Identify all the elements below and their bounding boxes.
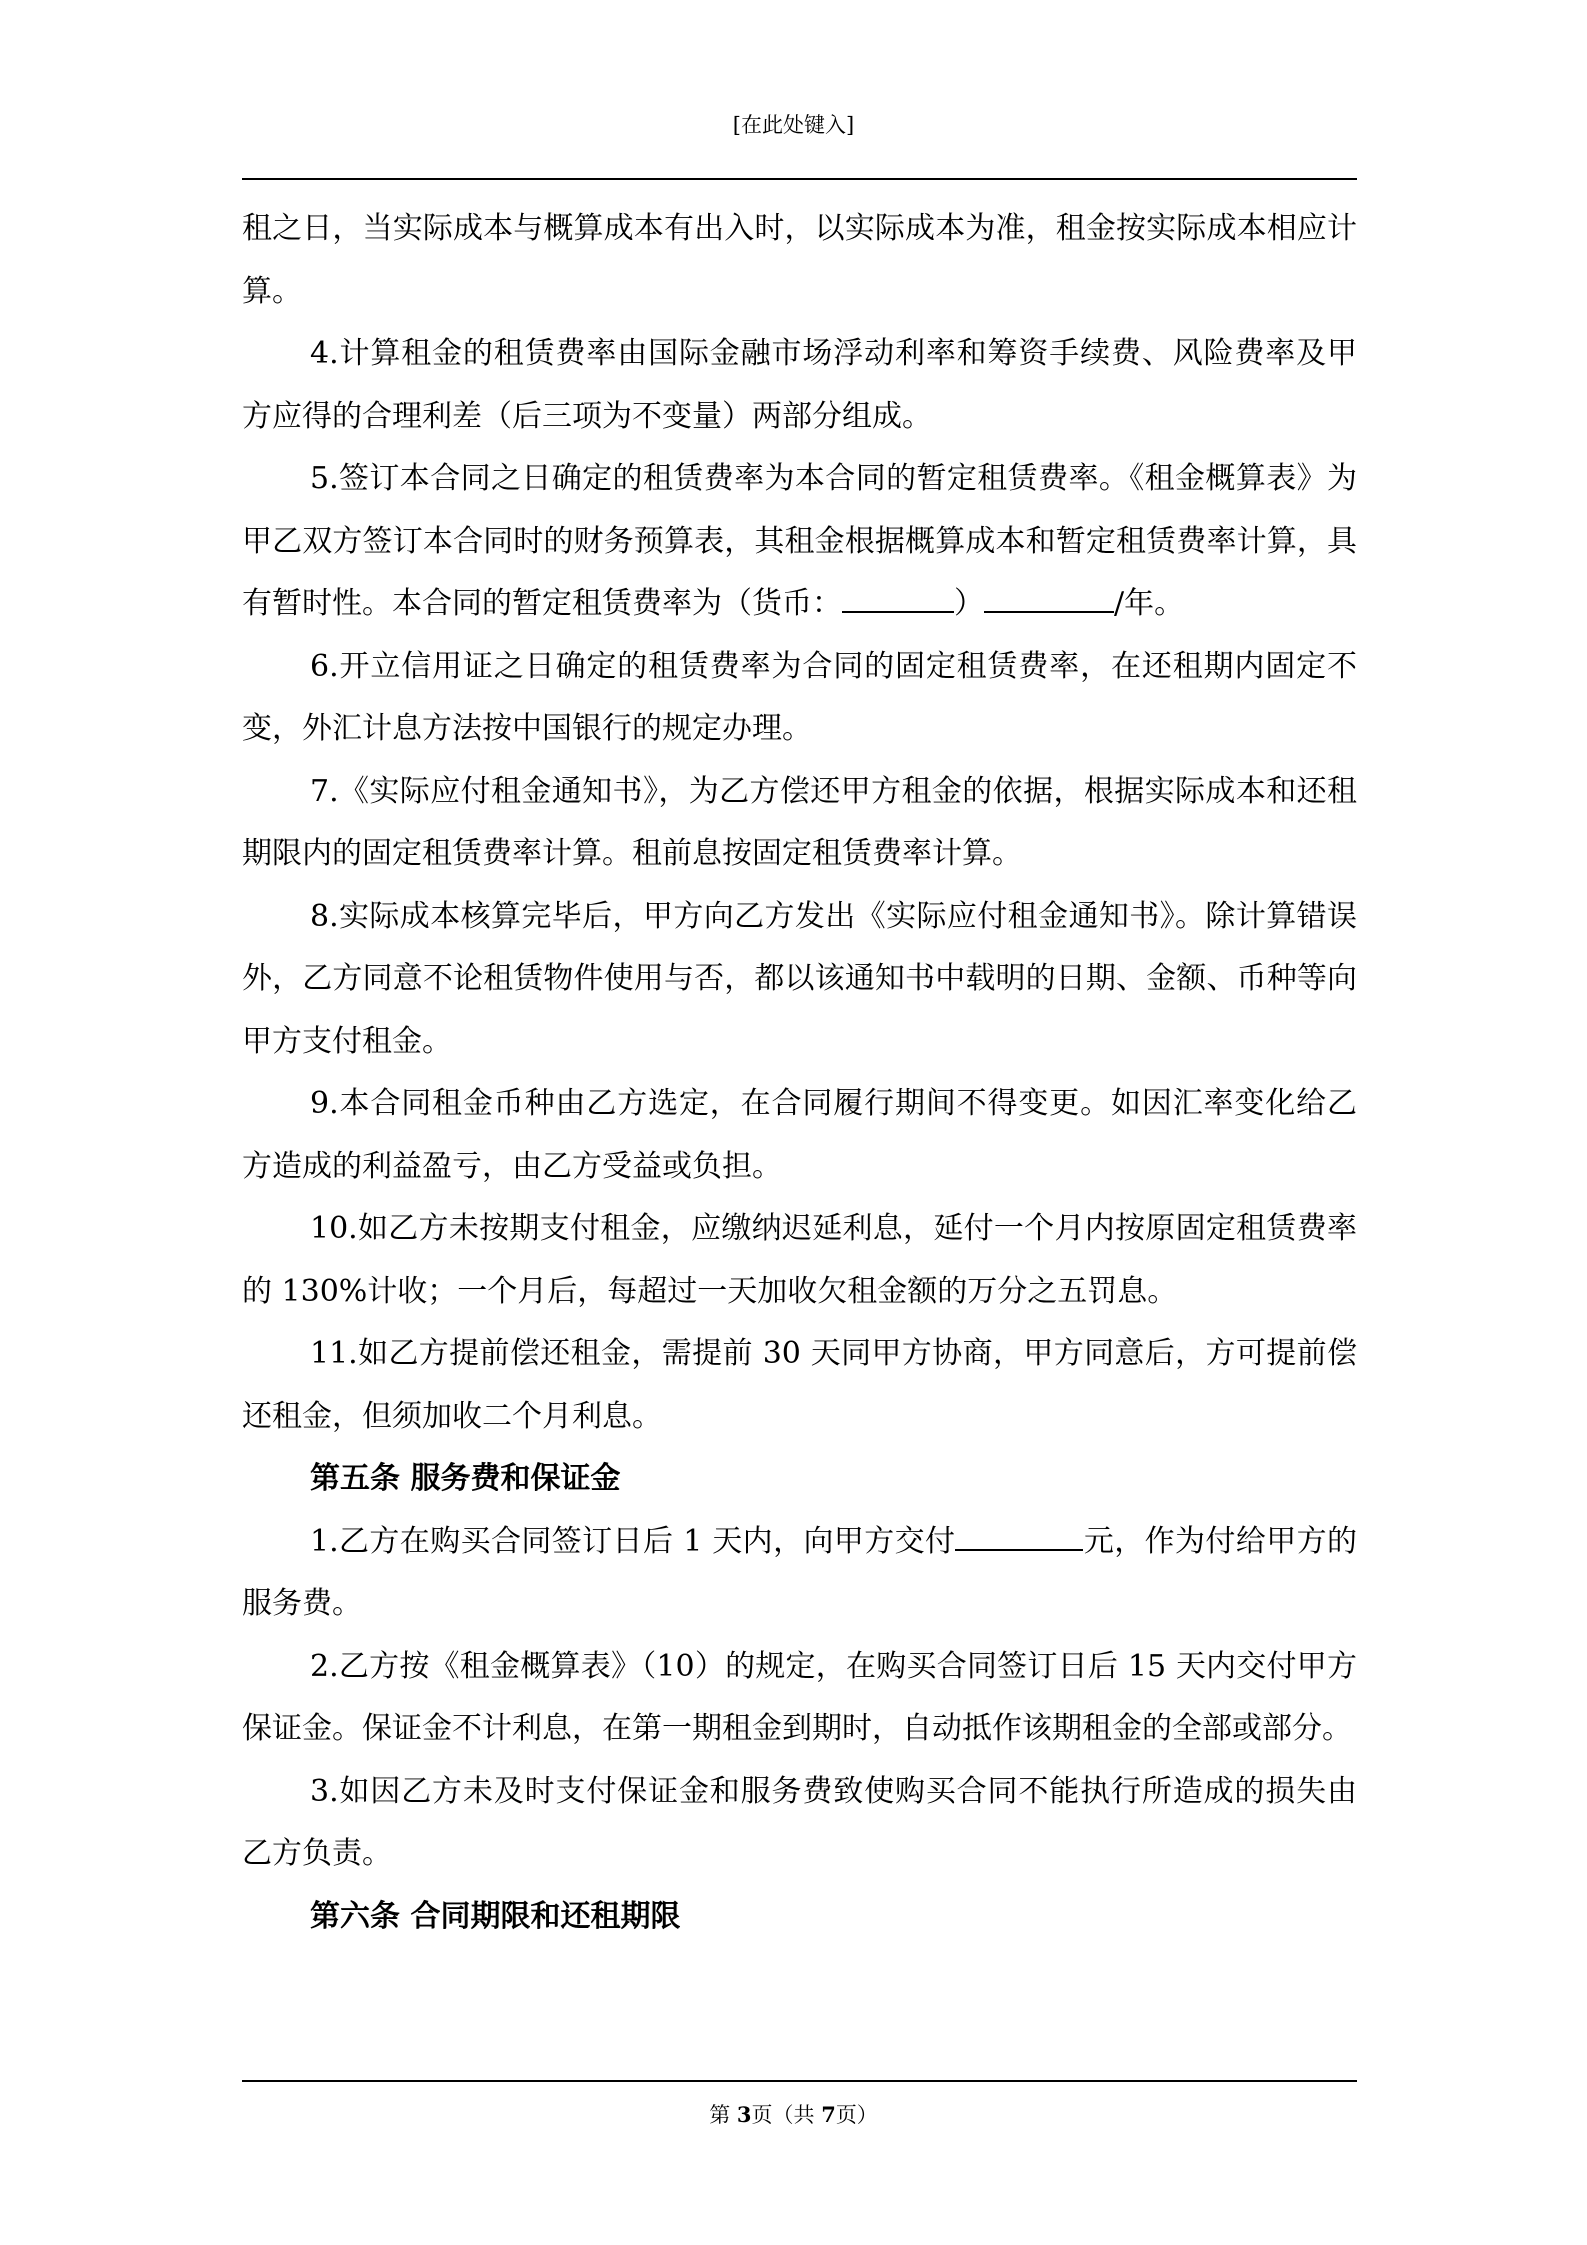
header-rule xyxy=(242,178,1357,180)
page-number: 3 xyxy=(736,2102,752,2127)
clause-4-rate-composition: 4.计算租金的租赁费率由国际金融市场浮动利率和筹资手续费、风险费率及甲方应得的合理利差（后三项为不变量）两部分组成。 xyxy=(242,336,1357,434)
clause-10-late-interest: 10.如乙方未按期支付租金，应缴纳迟延利息，延付一个月内按原固定租赁费率的 130%计收；一个月后，每超过一天加收欠租金额的万分之五罚息。 xyxy=(242,1211,1357,1309)
clause-5-unit: /年。 xyxy=(1114,586,1185,621)
service-fee-blank xyxy=(955,1523,1083,1551)
page-header: [在此处键入] xyxy=(732,113,855,137)
article-5-clause-3-liability: 3.如因乙方未及时支付保证金和服务费致使购买合同不能执行所造成的损失由乙方负责。 xyxy=(242,1773,1357,1871)
page-footer xyxy=(0,2100,1587,2130)
article-5-heading: 第五条 服务费和保证金 xyxy=(310,1461,621,1496)
document-body xyxy=(242,198,1357,1948)
service-fee-text: 1.乙方在购买合同签订日后 1 天内，向甲方交付 xyxy=(310,1523,956,1559)
clause-5-bracket: ） xyxy=(954,586,984,621)
clause-8-cost-accounting: 8.实际成本核算完毕后，甲方向乙方发出《实际应付租金通知书》。除计算错误外，乙方同意不论租赁物件使用与否，都以该通知书中载明的日期、金额、币种等向甲方支付租金。 xyxy=(242,898,1357,1059)
clause-6-fixed-rate: 6.开立信用证之日确定的租赁费率为合同的固定租赁费率，在还租期内固定不变，外汇计息方法按中国银行的规定办理。 xyxy=(242,648,1357,746)
footer-prefix: 第 xyxy=(709,2103,737,2127)
footer-suffix: 页） xyxy=(835,2103,878,2127)
article-5-clause-1-service-fee xyxy=(242,1511,1357,1636)
article-5-clause-2-deposit: 2.乙方按《租金概算表》（10）的规定，在购买合同签订日后 15 天内交付甲方保证金。保证金不计利息，在第一期租金到期时，自动抵作该期租金的全部或部分。 xyxy=(242,1648,1357,1746)
page-total: 7 xyxy=(821,2102,836,2127)
clause-9-currency: 9.本合同租金币种由乙方选定，在合同履行期间不得变更。如因汇率变化给乙方造成的利益盈亏，由乙方受益或负担。 xyxy=(242,1086,1357,1184)
clause-5-provisional-rate xyxy=(242,448,1357,636)
paragraph-continuation: 租之日，当实际成本与概算成本有出入时，以实际成本为准，租金按实际成本相应计算。 xyxy=(242,211,1357,309)
article-6-heading: 第六条 合同期限和还租期限 xyxy=(310,1898,681,1934)
currency-blank xyxy=(842,585,954,613)
footer-middle: 页（共 xyxy=(751,2103,822,2127)
clause-7-notice: 7.《实际应付租金通知书》，为乙方偿还甲方租金的依据，根据实际成本和还租期限内的固定租赁费率计算。租前息按固定租赁费率计算。 xyxy=(242,773,1357,871)
clause-11-early-repayment: 11.如乙方提前偿还租金，需提前 30 天同甲方协商，甲方同意后，方可提前偿还租金，但须加收二个月利息。 xyxy=(242,1336,1357,1434)
rate-blank xyxy=(984,585,1114,613)
service-fee-text-tail: 元，作为付给甲方的服务费。 xyxy=(242,1523,1357,1621)
clause-5-text: 5.签订本合同之日确定的租赁费率为本合同的暂定租赁费率。《租金概算表》为甲乙双方签订本合同时的财务预算表，其租金根据概算成本和暂定租赁费率计算，具有暂时性。本合同的暂定租赁费率为（货币： xyxy=(242,461,1357,621)
footer-rule xyxy=(242,2080,1357,2082)
